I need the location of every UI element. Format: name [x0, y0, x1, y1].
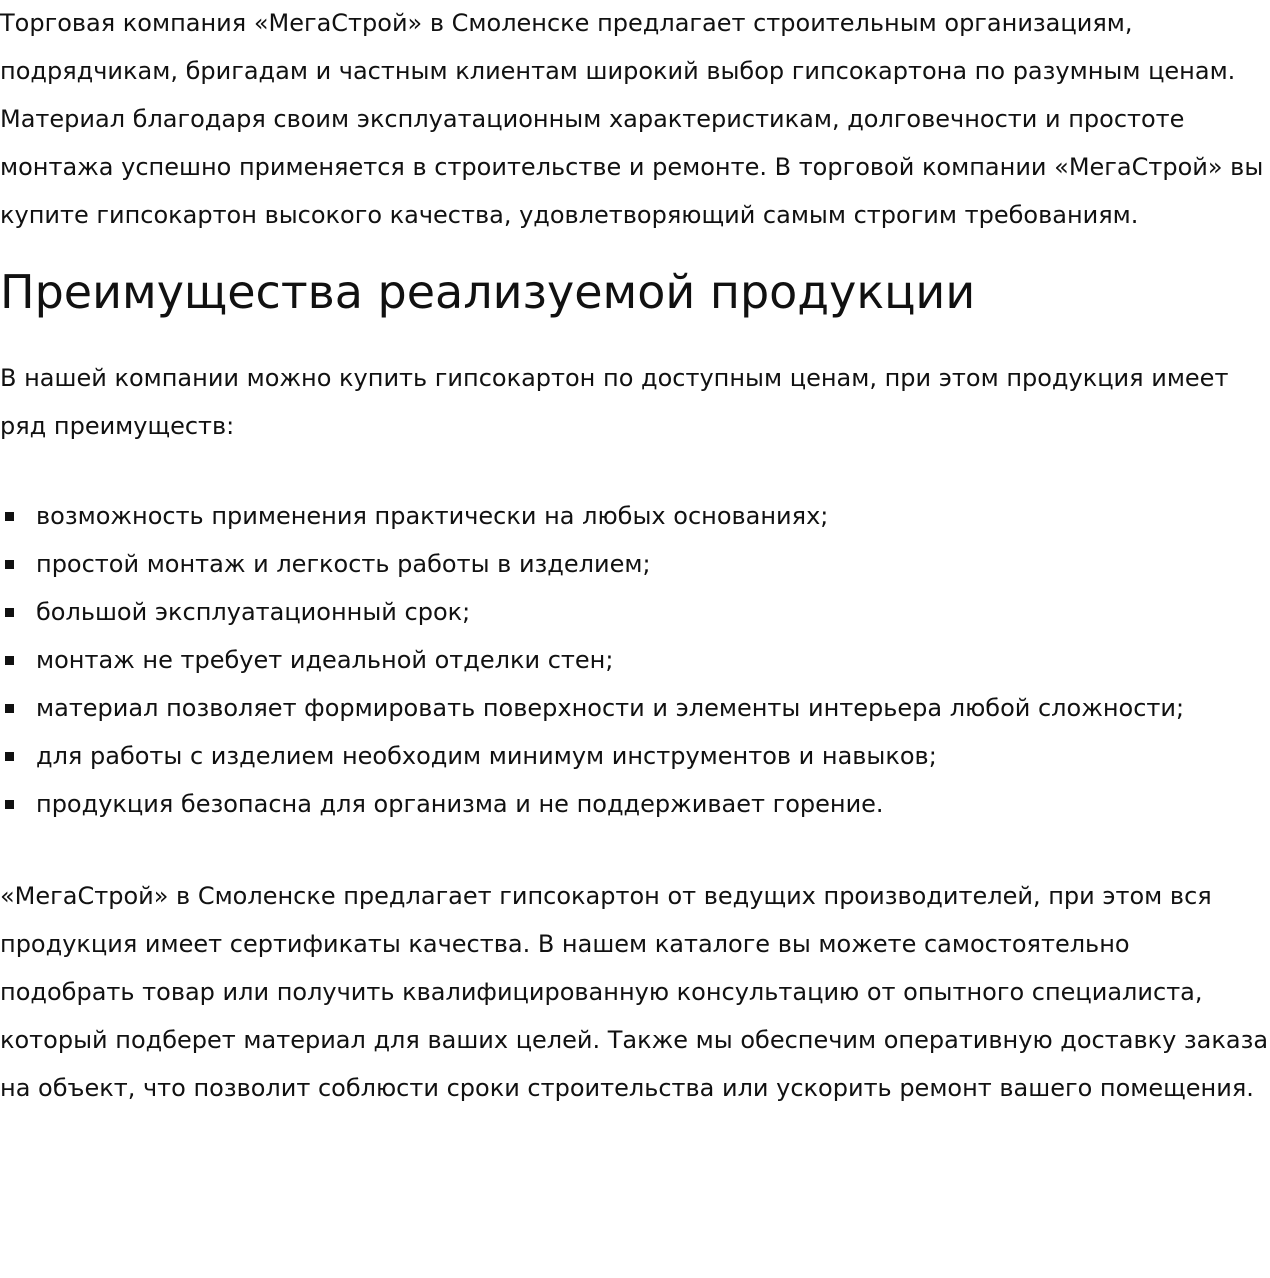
outro-paragraph: «МегаСтрой» в Смоленске предлагает гипсокартон от ведущих производителей, при этом вся продукция имеет сертификаты качества. В нашем каталоге вы можете самостоятельно подобрать товар или получить квалифицированную консультацию от опытного специалиста, который подберет материал для ваших целей. Также мы обеспечим оперативную доставку заказа на объект, что позволит соблюсти сроки строительства или ускорить ремонт вашего помещения. — [0, 882, 1269, 1102]
list-item — [0, 588, 1270, 636]
square-bullet-icon — [5, 752, 14, 761]
intro-paragraph: Торговая компания «МегаСтрой» в Смоленске предлагает строительным организациям, подрядчикам, бригадам и частным клиентам широкий выбор гипсокартона по разумным ценам. Материал благодаря своим эксплуатационным характеристикам, долговечности и простоте монтажа успешно применяется в строительстве и ремонте. В торговой компании «МегаСтрой» вы купите гипсокартон высокого качества, удовлетворяющий самым строгим требованиям. — [0, 9, 1264, 229]
list-item — [0, 636, 1270, 684]
square-bullet-icon — [5, 800, 14, 809]
list-item — [0, 540, 1270, 588]
list-item — [0, 780, 1270, 828]
list-item — [0, 684, 1270, 732]
list-item-text: возможность применения практически на любых основаниях; — [36, 502, 829, 530]
lead-paragraph: В нашей компании можно купить гипсокартон по доступным ценам, при этом продукция имеет ряд преимуществ: — [0, 364, 1229, 440]
square-bullet-icon — [5, 656, 14, 665]
list-item-text: материал позволяет формировать поверхности и элементы интерьера любой сложности; — [36, 694, 1185, 722]
square-bullet-icon — [5, 512, 14, 521]
benefits-list — [0, 492, 1270, 828]
list-item-text: продукция безопасна для организма и не поддерживает горение. — [36, 790, 884, 818]
list-item-text: большой эксплуатационный срок; — [36, 598, 471, 626]
list-item-text: для работы с изделием необходим минимум инструментов и навыков; — [36, 742, 937, 770]
square-bullet-icon — [5, 608, 14, 617]
square-bullet-icon — [5, 704, 14, 713]
list-item — [0, 732, 1270, 780]
section-heading: Преимущества реализуемой продукции — [0, 265, 976, 319]
list-item-text: монтаж не требует идеальной отделки стен; — [36, 646, 614, 674]
square-bullet-icon — [5, 560, 14, 569]
list-item-text: простой монтаж и легкость работы в изделием; — [36, 550, 651, 578]
list-item — [0, 492, 1270, 540]
